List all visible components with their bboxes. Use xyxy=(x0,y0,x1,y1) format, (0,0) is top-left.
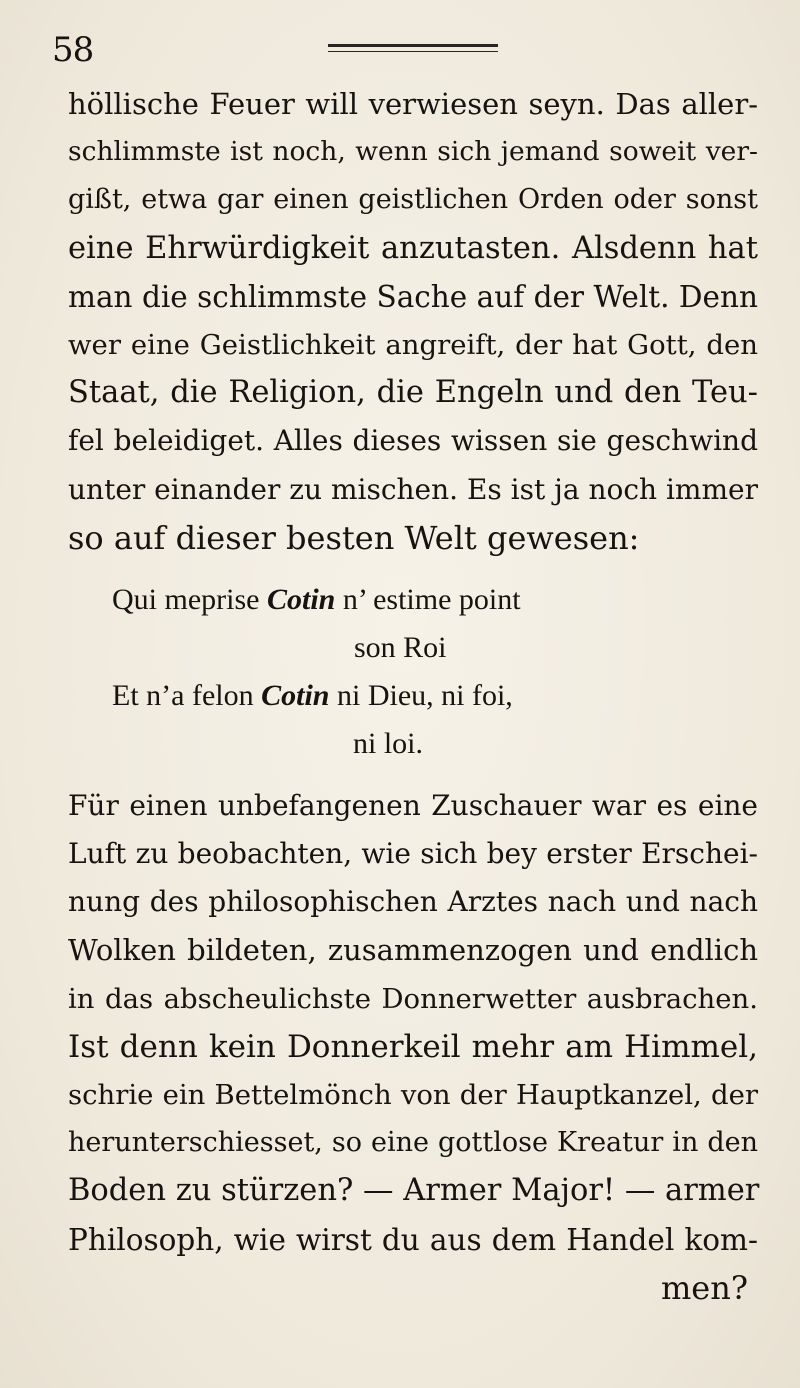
text-line: schlimmste ist noch, wenn sich jemand soweit ver- xyxy=(68,136,758,168)
text-line: unter einander zu mischen. Es ist ja noch immer xyxy=(68,472,758,506)
verse-name: Cotin xyxy=(261,678,330,712)
text-line: Staat, die Religion, die Engeln und den Teu- xyxy=(68,375,758,411)
text-line: Ist denn kein Donnerkeil mehr am Himmel, xyxy=(68,1028,758,1065)
text-line: herunterschiesset, so eine gottlose Kreatur in den xyxy=(68,1127,758,1159)
french-verse xyxy=(68,576,758,768)
text-line: gißt, etwa gar einen geistlichen Orden oder sonst xyxy=(68,184,758,216)
text-line: nung des philosophischen Arztes nach und nach xyxy=(68,885,758,919)
verse-line: son Roi xyxy=(354,630,447,664)
header-rule xyxy=(328,44,498,52)
text-line: fel beleidiget. Alles dieses wissen sie geschwind xyxy=(68,424,758,458)
text-line: Für einen unbefangenen Zuschauer war es eine xyxy=(68,788,758,822)
verse-name: Cotin xyxy=(266,582,336,616)
text-line: man die schlimmste Sache auf der Welt. Denn xyxy=(68,279,758,314)
page-number: 58 xyxy=(52,30,94,70)
text-line: Wolken bildeten, zusammenzogen und endlich xyxy=(68,933,758,968)
text-line: in das abscheulichste Donnerwetter ausbrachen. xyxy=(68,982,758,1015)
text-line: schrie ein Bettelmönch von der Hauptkanzel, der xyxy=(68,1079,758,1111)
text-line: höllische Feuer will verwiesen seyn. Das aller- xyxy=(68,87,758,121)
verse-line: Qui meprise Cotin n’ estime point xyxy=(112,582,521,616)
text-line: eine Ehrwürdigkeit anzutasten. Alsdenn hat xyxy=(68,230,758,266)
text-line: Luft zu beobachten, wie sich bey erster Erschei- xyxy=(68,837,758,871)
body-text xyxy=(68,80,758,1312)
text-line: men? xyxy=(660,1268,748,1307)
verse-line: ni loi. xyxy=(353,726,424,760)
text-line: Boden zu stürzen? — Armer Major! — armer xyxy=(68,1173,760,1209)
text-line: Philosoph, wie wirst du aus dem Handel kom- xyxy=(68,1222,758,1257)
text-line: wer eine Geistlichkeit angreift, der hat Gott, den xyxy=(68,328,758,361)
verse-line: Et n’a felon Cotin ni Dieu, ni foi, xyxy=(112,678,513,712)
text-line: so auf dieser besten Welt gewesen: xyxy=(68,518,640,557)
